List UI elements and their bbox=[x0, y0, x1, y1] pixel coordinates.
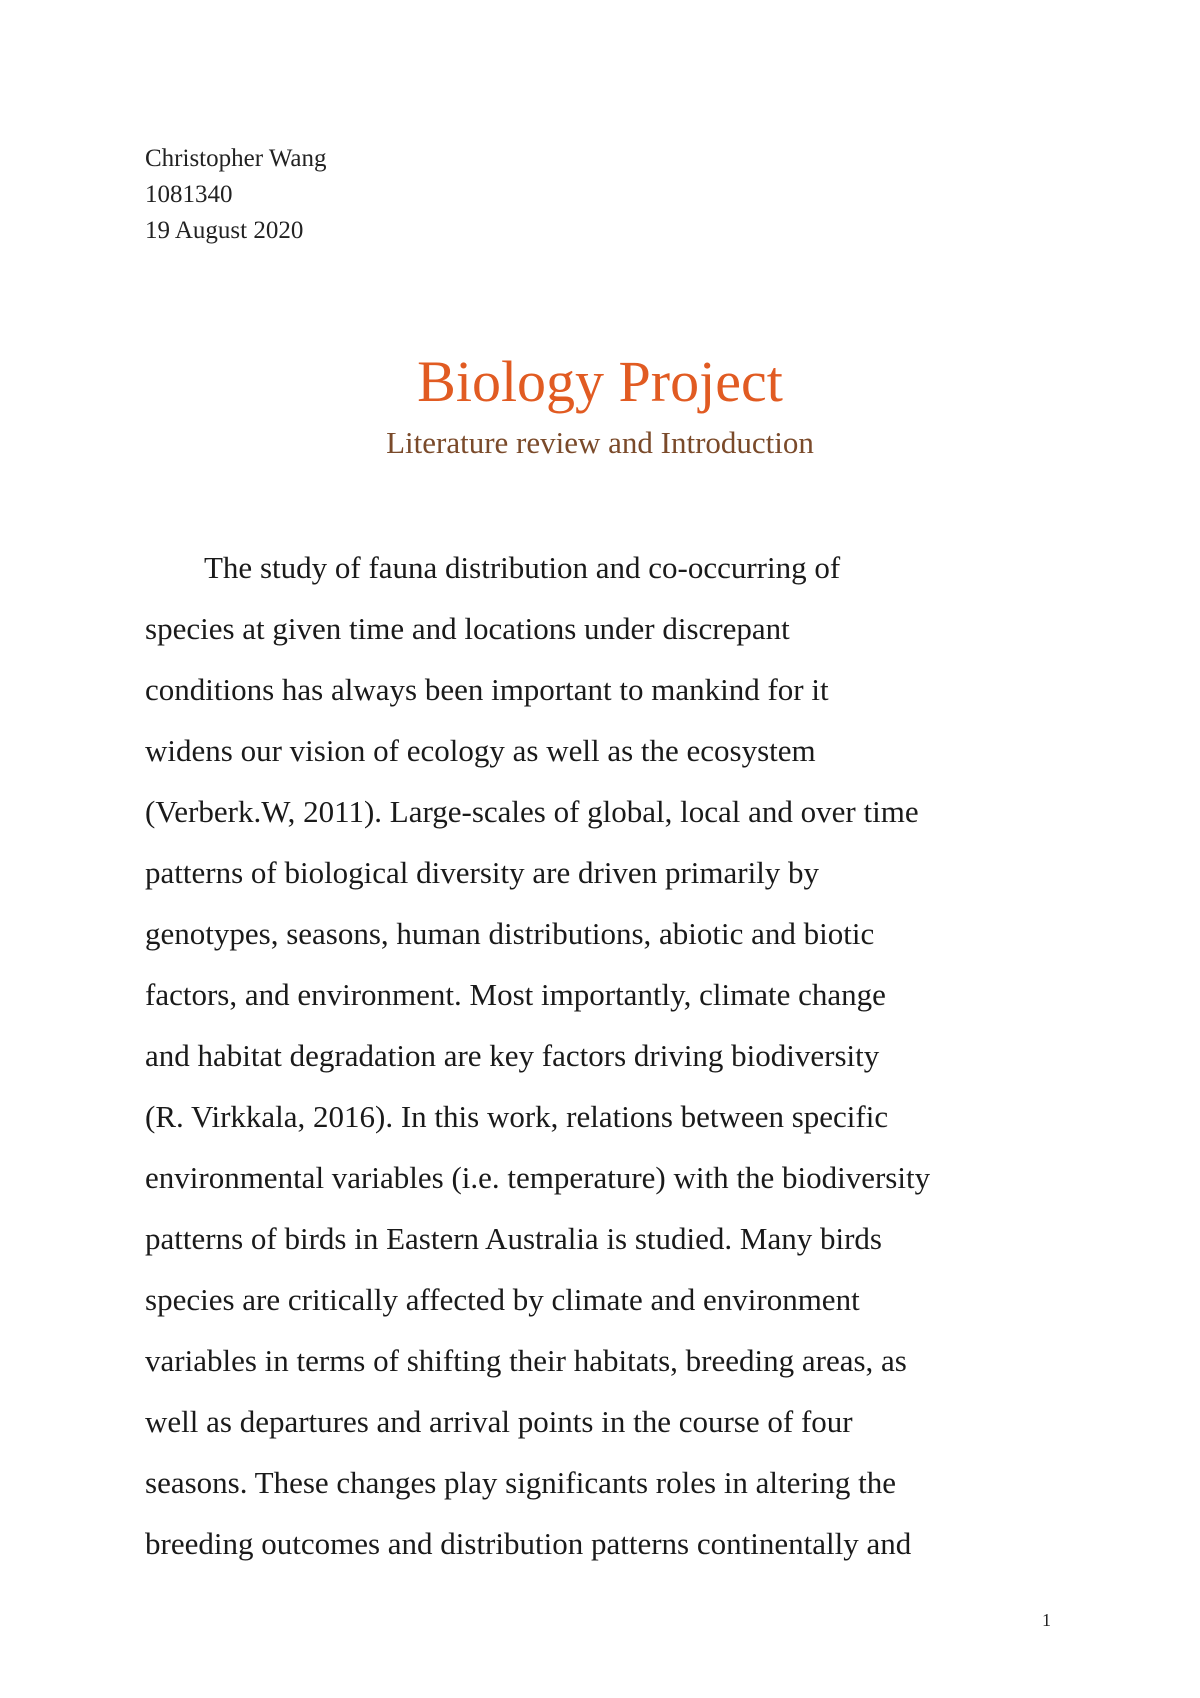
body-line: factors, and environment. Most importantly, climate change bbox=[145, 977, 886, 1012]
body-line: (R. Virkkala, 2016). In this work, relations between specific bbox=[145, 1099, 889, 1134]
body-line: The study of fauna distribution and co-occurring of bbox=[204, 550, 841, 585]
body-line: environmental variables (i.e. temperature) with the biodiversity bbox=[145, 1160, 931, 1195]
document-subtitle: Literature review and Introduction bbox=[386, 424, 814, 460]
body-line: breeding outcomes and distribution patterns continentally and bbox=[145, 1526, 912, 1561]
body-line: patterns of biological diversity are driven primarily by bbox=[145, 855, 820, 890]
document-title: Biology Project bbox=[417, 349, 783, 414]
body-line: species are critically affected by climate and environment bbox=[145, 1282, 860, 1317]
author-header bbox=[145, 146, 327, 254]
document-date: 19 August 2020 bbox=[145, 217, 304, 244]
body-line: variables in terms of shifting their habitats, breeding areas, as bbox=[145, 1343, 907, 1378]
body-paragraph bbox=[145, 537, 1057, 1574]
body-line: genotypes, seasons, human distributions, abiotic and biotic bbox=[145, 916, 875, 951]
body-line: well as departures and arrival points in the course of four bbox=[145, 1404, 853, 1439]
page-number: 1 bbox=[1042, 1610, 1051, 1630]
body-line: species at given time and locations under discrepant bbox=[145, 611, 790, 646]
author-name: Christopher Wang bbox=[145, 145, 327, 172]
student-id: 1081340 bbox=[145, 181, 233, 208]
title-block bbox=[0, 350, 1200, 460]
body-line: (Verberk.W, 2011). Large-scales of global, local and over time bbox=[145, 794, 919, 829]
body-line: and habitat degradation are key factors driving biodiversity bbox=[145, 1038, 880, 1073]
body-line: seasons. These changes play significants roles in altering the bbox=[145, 1465, 896, 1500]
body-line: widens our vision of ecology as well as the ecosystem bbox=[145, 733, 816, 768]
body-line: patterns of birds in Eastern Australia is studied. Many birds bbox=[145, 1221, 882, 1256]
body-line: conditions has always been important to mankind for it bbox=[145, 672, 829, 707]
